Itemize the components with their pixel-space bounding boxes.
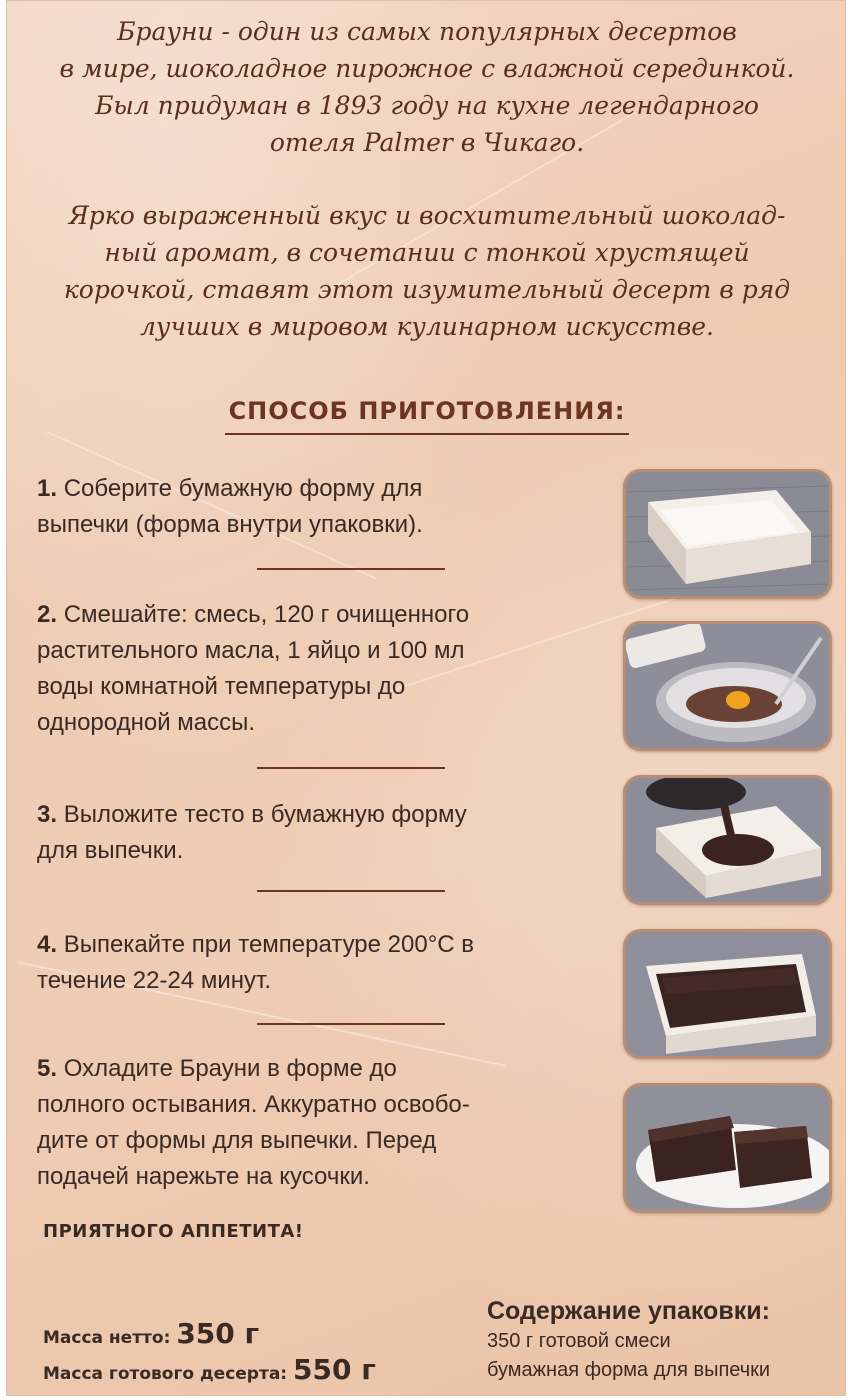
- step-3: [37, 797, 597, 869]
- contents-item: бумажная форма для выпечки: [487, 1359, 771, 1381]
- step-text: Выложите тесто в бумажную форму: [63, 801, 467, 828]
- mixing-bowl-icon: [626, 624, 829, 748]
- step-number: 2.: [37, 601, 58, 628]
- step-line: полного остывания. Аккуратно освобо-: [37, 1091, 470, 1118]
- step-line: для выпечки.: [37, 837, 184, 864]
- step-line: [37, 597, 597, 633]
- pouring-batter-icon: [626, 778, 829, 902]
- step-line: выпечки (форма внутри упаковки).: [37, 511, 423, 538]
- step-2: [37, 597, 597, 741]
- step-line: [37, 927, 597, 963]
- baked-brownie-icon: [626, 932, 829, 1056]
- intro-line: ный аромат, в сочетании с тонкой хрустящей: [104, 238, 750, 267]
- step-number: 3.: [37, 801, 58, 828]
- paper-mold-photo: [623, 469, 832, 599]
- step-text: Выпекайте при температуре 200°C в: [63, 931, 475, 958]
- step-line: воды комнатной температуры до: [37, 673, 406, 700]
- divider: [257, 1023, 445, 1025]
- step-5: [37, 1051, 597, 1195]
- dessert-mass: [43, 1353, 376, 1386]
- step-text: Соберите бумажную форму для: [63, 475, 423, 502]
- step-text: Охладите Брауни в форме до: [63, 1055, 397, 1082]
- net-mass-value: 350 г: [176, 1317, 260, 1350]
- step-text: Смешайте: смесь, 120 г очищенного: [63, 601, 470, 628]
- divider: [257, 890, 445, 892]
- step-line: дите от формы для выпечки. Перед: [37, 1127, 437, 1154]
- baked-brownie-photo: [623, 929, 832, 1059]
- step-4: [37, 927, 597, 999]
- intro-line: в мире, шоколадное пирожное с влажной серединкой.: [59, 54, 795, 83]
- step-line: [37, 471, 597, 507]
- contents-item: 350 г готовой смеси: [487, 1330, 671, 1352]
- pouring-batter-photo: [623, 775, 832, 905]
- intro-line: Был придуман в 1893 году на кухне легендарного: [95, 91, 759, 120]
- intro-line: Брауни - один из самых популярных десертов: [117, 17, 737, 46]
- dessert-mass-value: 550 г: [293, 1353, 376, 1386]
- intro-line: корочкой, ставят этот изумительный десерт в ряд: [63, 275, 791, 304]
- step-number: 5.: [37, 1055, 58, 1082]
- recipe-card: [6, 0, 846, 1396]
- method-heading: [7, 397, 847, 435]
- step-line: [37, 1051, 597, 1087]
- divider: [257, 767, 445, 769]
- paper-mold-icon: [626, 472, 829, 596]
- intro-line: Ярко выраженный вкус и восхитительный шоколад-: [68, 201, 786, 230]
- sliced-brownie-icon: [626, 1086, 829, 1210]
- step-line: подачей нарежьте на кусочки.: [37, 1163, 370, 1190]
- step-line: однородной массы.: [37, 709, 256, 736]
- net-mass: [43, 1317, 259, 1350]
- mixing-bowl-photo: [623, 621, 832, 751]
- sliced-brownie-photo: [623, 1083, 832, 1213]
- closing-text: ПРИЯТНОГО АППЕТИТА!: [43, 1221, 304, 1242]
- intro-line: отеля Palmer в Чикаго.: [269, 128, 585, 157]
- package-contents: [487, 1295, 770, 1385]
- divider: [257, 568, 445, 570]
- intro-paragraph-1: [27, 13, 827, 161]
- contents-title: Содержание упаковки:: [487, 1297, 770, 1325]
- net-mass-label: Масса нетто:: [43, 1328, 171, 1348]
- step-number: 4.: [37, 931, 58, 958]
- dessert-mass-label: Масса готового десерта:: [43, 1364, 288, 1384]
- intro-paragraph-2: [27, 197, 827, 345]
- step-line: растительного масла, 1 яйцо и 100 мл: [37, 637, 465, 664]
- method-title: СПОСОБ ПРИГОТОВЛЕНИЯ:: [225, 397, 630, 435]
- step-number: 1.: [37, 475, 58, 502]
- step-line: [37, 797, 597, 833]
- step-1: [37, 471, 597, 543]
- intro-line: лучших в мировом кулинарном искусстве.: [139, 312, 714, 341]
- step-line: течение 22-24 минут.: [37, 967, 272, 994]
